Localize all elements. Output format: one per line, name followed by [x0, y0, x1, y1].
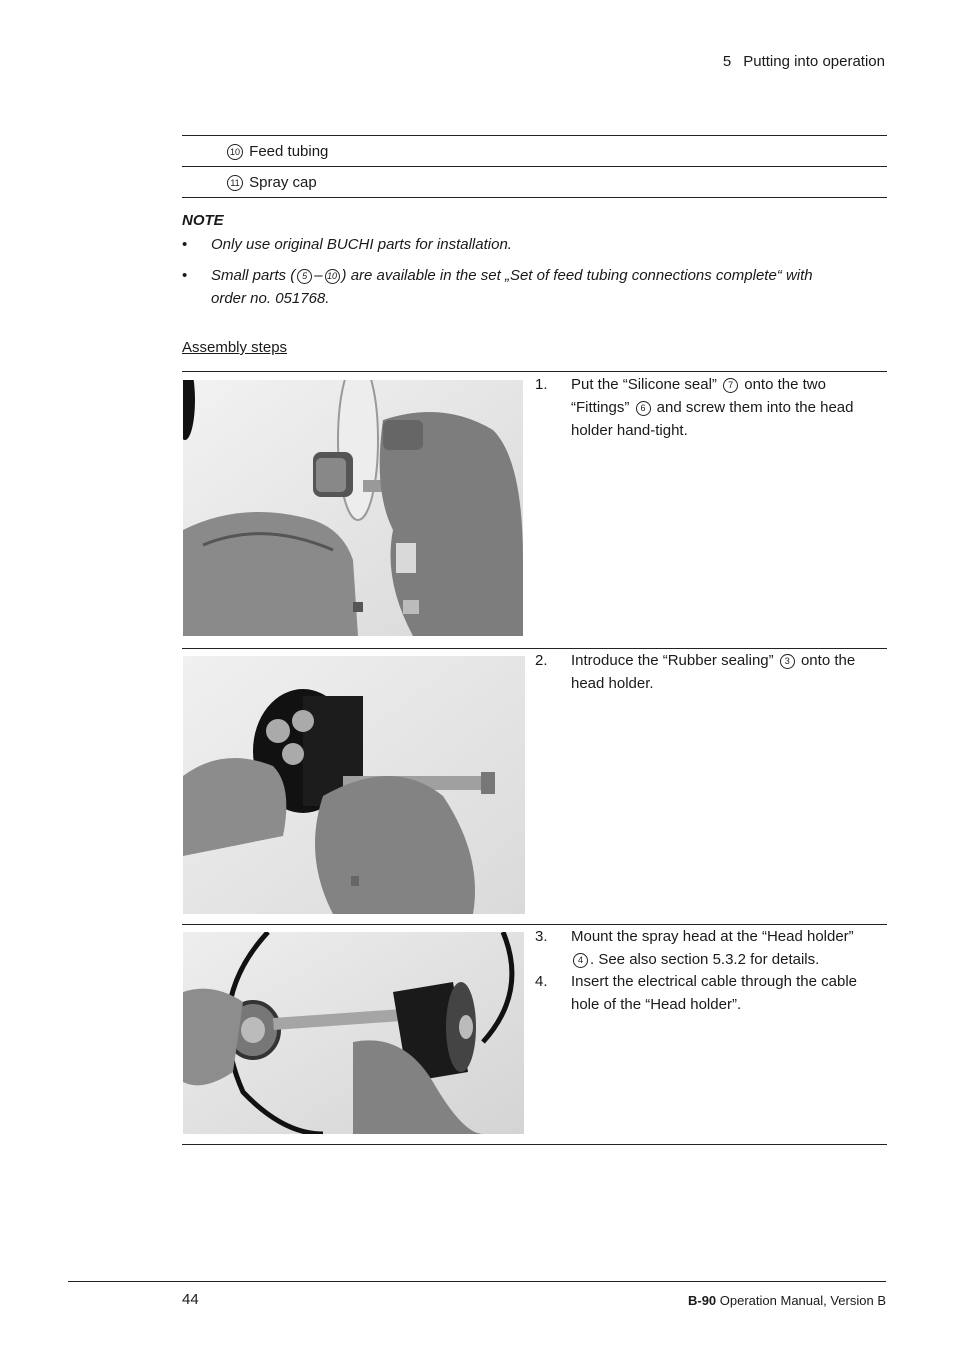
photo-rubber-sealing	[183, 656, 525, 914]
callout-number: 10	[325, 269, 340, 284]
table-rule	[182, 166, 887, 167]
callout-number: 4	[573, 953, 588, 968]
footer-title	[688, 1293, 886, 1308]
callout-number: 3	[780, 654, 795, 669]
page-number: 44	[182, 1291, 199, 1308]
step-text: Insert the electrical cable through the cable hole of the “Head holder”.	[571, 973, 858, 1013]
footer-rule	[68, 1281, 886, 1282]
section-number: 5	[722, 53, 732, 70]
step-text: Put the “Silicone seal” 7 onto the two “Fittings” 6 and screw them into the head holder hand-tight.	[571, 376, 854, 439]
bullet-dot: •	[182, 236, 188, 253]
callout-number: 7	[723, 378, 738, 393]
callout-number: 5	[297, 269, 312, 284]
step-number: 3.	[535, 928, 548, 945]
callout-number: 10	[227, 144, 243, 160]
section-title: Putting into operation	[743, 53, 885, 70]
step-number: 1.	[535, 376, 548, 393]
table-rule	[182, 197, 887, 198]
bullet-text: Only use original BUCHI parts for installation.	[211, 236, 512, 253]
legend-row	[225, 174, 317, 191]
running-header	[723, 53, 885, 70]
step-number: 4.	[535, 973, 548, 990]
assembly-steps-heading: Assembly steps	[182, 339, 288, 356]
table-rule	[182, 1144, 887, 1145]
step-number: 2.	[535, 652, 548, 669]
step-text: Mount the spray head at the “Head holder” 4 . See also section 5.3.2 for details.	[571, 928, 854, 968]
bullet-dot: •	[182, 267, 188, 284]
model-name: B-90	[687, 1293, 717, 1308]
photo-silicone-seal	[183, 380, 523, 636]
table-rule	[182, 135, 887, 136]
bullet-text: Small parts ( 5 – 10 ) are available in the set „Set of feed tubing connections complete“ with order no. 051768.	[211, 267, 813, 307]
manual-name: Operation Manual, Version B	[716, 1293, 886, 1308]
legend-row	[225, 143, 328, 160]
photo-spray-head	[183, 932, 524, 1134]
legend-label: Feed tubing	[249, 143, 329, 160]
step-text: Introduce the “Rubber sealing” 3 onto the head holder.	[571, 652, 856, 692]
callout-number: 6	[636, 401, 651, 416]
callout-number: 11	[227, 175, 243, 191]
note-title: NOTE	[182, 212, 224, 229]
legend-label: Spray cap	[249, 174, 317, 191]
table-rule	[182, 371, 887, 372]
